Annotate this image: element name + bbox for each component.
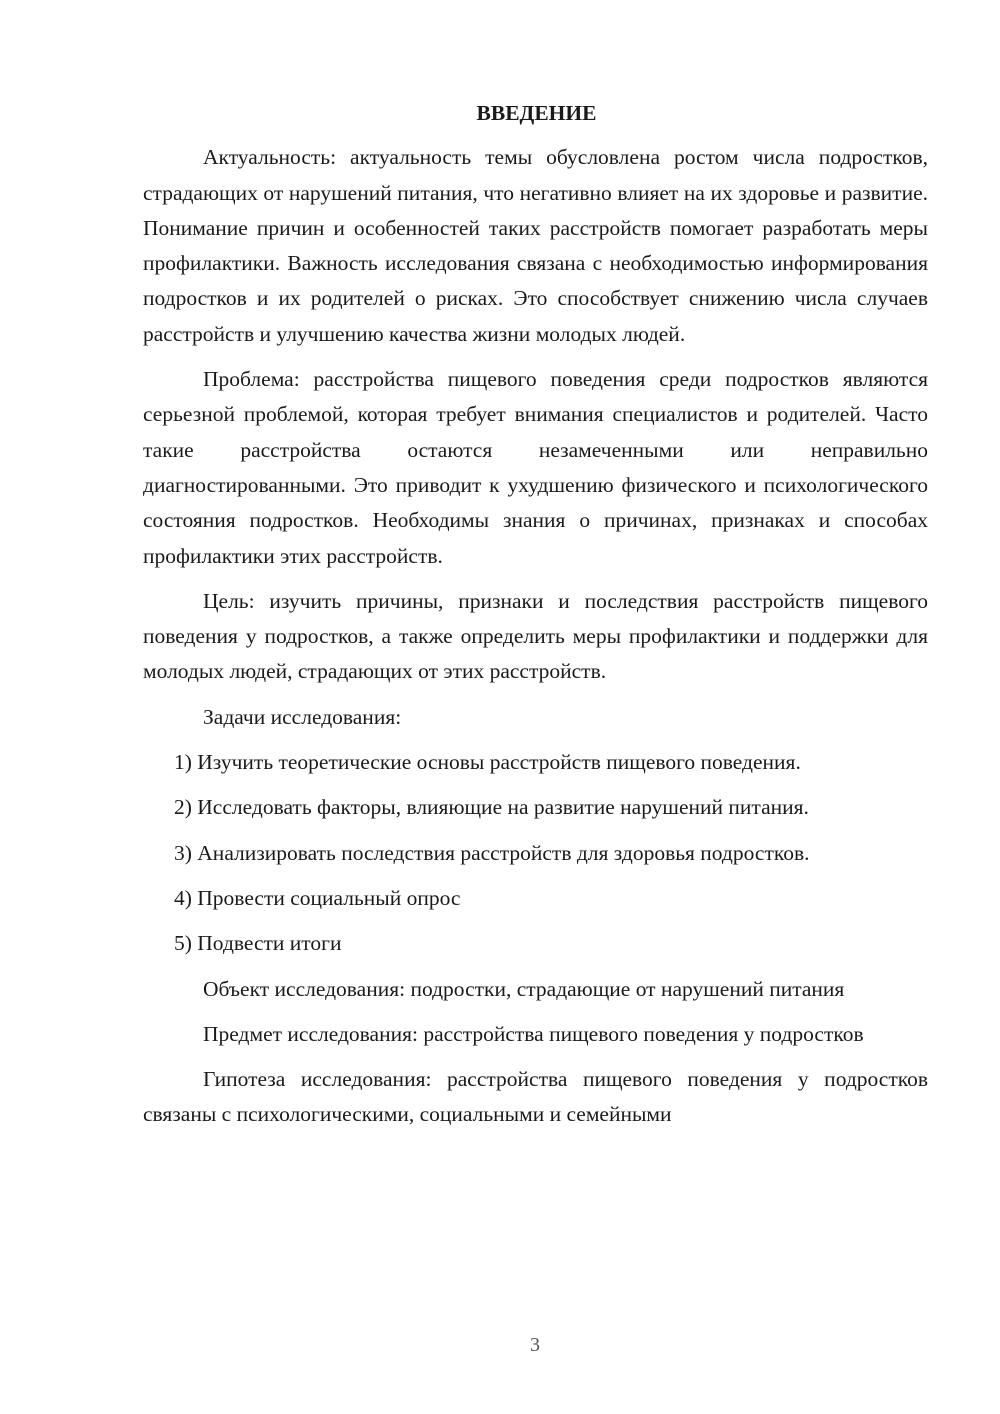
task-item-3: 3) Анализировать последствия расстройств для здоровья подростков. — [174, 840, 810, 865]
paragraph-hypothesis: Гипотеза исследования: расстройства пищевого поведения у подростков связаны с психологическими, социальными и семейными — [143, 1067, 928, 1127]
paragraph-relevance: Актуальность: актуальность темы обусловлена ростом числа подростков, страдающих от нарушений питания, что негативно влияет на их здоровье и развитие. Понимание причин и особенностей таких расстройств помогает разработать меры профилактики. Важность исследования связана с необходимостью информирования подростков и их родителей о рисках. Это способствует снижению числа случаев расстройств и улучшению качества жизни молодых людей. — [143, 145, 928, 346]
task-item-1: 1) Изучить теоретические основы расстройств пищевого поведения. — [174, 750, 801, 775]
page-content — [143, 96, 928, 1143]
paragraph-object: Объект исследования: подростки, страдающие от нарушений питания — [203, 976, 845, 1001]
page-number: 3 — [530, 1334, 540, 1356]
task-item-5: 5) Подвести итоги — [174, 931, 342, 956]
paragraph-subject: Предмет исследования: расстройства пищевого поведения у подростков — [203, 1021, 864, 1046]
section-title: ВВЕДЕНИЕ — [476, 101, 597, 125]
paragraph-tasks-heading: Задачи исследования: — [203, 704, 402, 729]
paragraph-goal: Цель: изучить причины, признаки и последствия расстройств пищевого поведения у подростков, а также определить меры профилактики и поддержки для молодых людей, страдающих от этих расстройств. — [143, 588, 928, 684]
task-item-2: 2) Исследовать факторы, влияющие на развитие нарушений питания. — [174, 795, 809, 820]
task-item-4: 4) Провести социальный опрос — [174, 885, 461, 910]
paragraph-problem: Проблема: расстройства пищевого поведения среди подростков являются серьезной проблемой, которая требует внимания специалистов и родителей. Часто такие расстройства остаются незамеченными или неправильно диагностированными. Это приводит к ухудшению физического и психологического состояния подростков. Необходимы знания о причинах, признаках и способах профилактики этих расстройств. — [143, 367, 928, 568]
